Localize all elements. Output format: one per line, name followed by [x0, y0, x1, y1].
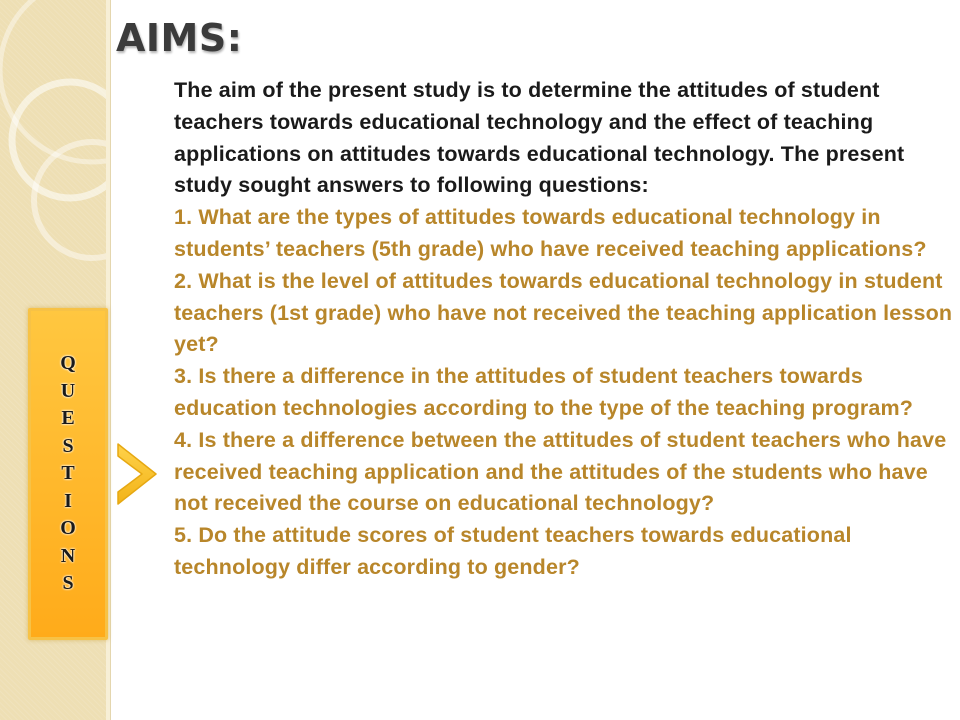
questions-letter: S — [62, 434, 74, 457]
questions-letter: E — [61, 407, 75, 430]
questions-letter: I — [64, 489, 72, 512]
intro-paragraph: The aim of the present study is to determine the attitudes of student teachers towards educational technology and the effect of teaching applications on attitudes towards educational technology. The present study sought answers to following questions: — [174, 78, 905, 198]
questions-letter: O — [60, 517, 76, 540]
chevron-right-icon[interactable] — [112, 442, 160, 506]
slide-body — [174, 75, 956, 584]
questions-letter: N — [60, 544, 76, 567]
question-item: 4. Is there a difference between the attitudes of student teachers who have received teaching application and the attitudes of the students who have not received the course on educational technology? — [174, 427, 947, 516]
questions-button[interactable] — [28, 308, 108, 640]
question-item: 5. Do the attitude scores of student teachers towards educational technology differ according to gender? — [174, 523, 852, 579]
question-item: 2. What is the level of attitudes towards educational technology in student teachers (1st grade) who have not received the teaching application lesson yet? — [174, 268, 953, 357]
questions-letter: S — [62, 572, 74, 595]
question-item: 3. Is there a difference in the attitudes of student teachers towards education technologies according to the type of the teaching program? — [174, 364, 914, 420]
questions-letter: T — [61, 462, 75, 485]
question-item: 1. What are the types of attitudes towards educational technology in students’ teachers (5th grade) who have received teaching applications? — [174, 205, 927, 261]
questions-letter: Q — [60, 352, 76, 375]
slide-title: AIMS: — [116, 16, 243, 60]
questions-letter: U — [60, 379, 76, 402]
